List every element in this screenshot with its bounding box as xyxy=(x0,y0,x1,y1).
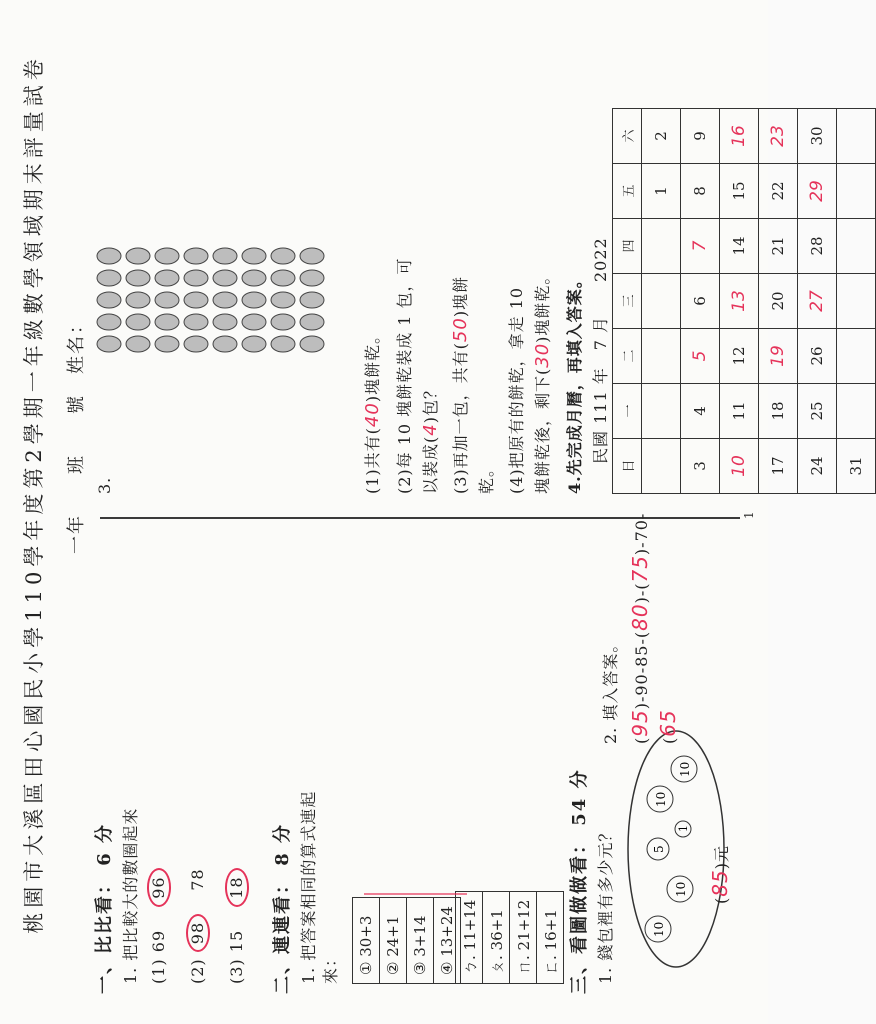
q-text: )塊餅 xyxy=(451,275,470,318)
handwritten-answer: 30 xyxy=(532,342,553,368)
class-name-line: 一年 班 號 姓名： xyxy=(66,314,87,554)
exam-title: 桃園市大溪區田心國民小學110學年度第2學期一年級數學領域期末評量試卷 xyxy=(22,54,46,934)
cookie-icon xyxy=(97,292,121,308)
number-a: 69 xyxy=(149,929,168,953)
cookie-icon xyxy=(300,314,324,330)
handwritten-answer: 85 xyxy=(708,869,732,897)
q3-2-cont xyxy=(418,382,441,494)
cookie-icon xyxy=(155,248,179,264)
calendar-day: 4 xyxy=(681,384,720,439)
cookie-icon xyxy=(126,292,150,308)
handwritten-answer: 80 xyxy=(628,603,652,631)
cookie-icon xyxy=(242,314,266,330)
q3-1 xyxy=(360,327,383,494)
cookie-icon xyxy=(213,336,237,352)
sequence-text: )-70- xyxy=(632,512,651,556)
match-right-item: ㄇ. 21+12 xyxy=(510,891,537,983)
number-a: 15 xyxy=(227,929,246,953)
circled-number: 98 xyxy=(186,914,210,952)
calendar-day xyxy=(837,274,876,329)
match-lines xyxy=(352,883,353,884)
s3-question-1: 1. 錢包裡有多少元？ xyxy=(596,824,615,984)
calendar-day: 24 xyxy=(798,439,837,494)
cookie-icon xyxy=(271,336,295,352)
cookie-icon xyxy=(126,248,150,264)
calendar-day xyxy=(837,329,876,384)
cookie-icon xyxy=(271,248,295,264)
s1-row-3 xyxy=(224,868,249,984)
cookie-icon xyxy=(242,270,266,286)
q4-heading: 4.先完成月曆，再填入答案。 xyxy=(565,271,584,494)
calendar-day: 6 xyxy=(681,274,720,329)
calendar-day: 20 xyxy=(759,274,798,329)
cookie-icon xyxy=(184,270,208,286)
cookie-icon xyxy=(242,248,266,264)
calendar-day: 2 xyxy=(642,109,681,164)
calendar-day: 19 xyxy=(759,329,798,384)
calendar-weekday: 日 xyxy=(613,439,642,494)
calendar-day xyxy=(837,164,876,219)
calendar-day: 18 xyxy=(759,384,798,439)
cookie-icon xyxy=(184,314,208,330)
calendar-day: 22 xyxy=(759,164,798,219)
s3-question-2: 2. 填入答案。 xyxy=(601,635,620,744)
cookie-icon xyxy=(184,248,208,264)
section-3-heading: 三、看圖做做看： 54 分 xyxy=(569,768,590,994)
calendar-day: 12 xyxy=(720,329,759,384)
calendar-day xyxy=(642,219,681,274)
cookie-icon xyxy=(184,292,208,308)
cookie-icon xyxy=(271,270,295,286)
coin-label: 1 xyxy=(677,825,690,832)
q3-2 xyxy=(392,257,415,494)
q-text: 以裝成( xyxy=(421,435,440,494)
cookie-icon xyxy=(213,314,237,330)
calendar-weekday: 一 xyxy=(613,384,642,439)
sequence-text: )-( xyxy=(632,582,651,604)
cookie-icon xyxy=(155,314,179,330)
calendar-day: 27 xyxy=(798,274,837,329)
match-right-item: ㄈ. 16+1 xyxy=(537,891,564,983)
calendar-day: 29 xyxy=(798,164,837,219)
calendar-weekday: 二 xyxy=(613,329,642,384)
q-text: )包？ xyxy=(421,382,440,424)
q3-label: 3. xyxy=(95,476,114,494)
match-right-item: ㄆ. 36+1 xyxy=(483,891,510,983)
q-text: )塊餅乾。 xyxy=(363,326,382,403)
cookie-icon xyxy=(300,336,324,352)
calendar-day: 31 xyxy=(837,439,876,494)
calendar-day xyxy=(642,274,681,329)
s1-row-1 xyxy=(146,868,171,984)
coin-label: 10 xyxy=(652,921,666,937)
cookie-icon xyxy=(242,336,266,352)
cookie-icon xyxy=(126,336,150,352)
section-1-heading: 一、比比看： 6 分 xyxy=(94,822,115,994)
match-right-item: ㄅ. 11+14 xyxy=(456,891,483,983)
handwritten-answer: 65 xyxy=(656,709,680,737)
q-text: 塊餅乾後，剩下( xyxy=(533,367,552,494)
handwritten-answer: 75 xyxy=(628,555,652,583)
cookie-icon xyxy=(271,314,295,330)
calendar-day: 23 xyxy=(759,109,798,164)
calendar-day: 21 xyxy=(759,219,798,274)
match-left-box xyxy=(352,897,461,984)
calendar-weekday: 六 xyxy=(613,109,642,164)
calendar-day xyxy=(837,384,876,439)
calendar-weekday: 四 xyxy=(613,219,642,274)
s1-row-2 xyxy=(185,868,210,984)
calendar-weekday: 五 xyxy=(613,164,642,219)
q-text: (2)每 10 塊餅乾裝成 1 包，可 xyxy=(395,257,414,494)
calendar-day xyxy=(642,439,681,494)
cookie-icon xyxy=(213,270,237,286)
calendar-day: 1 xyxy=(642,164,681,219)
cookie-icon xyxy=(300,270,324,286)
handwritten-answer: 95 xyxy=(628,709,652,737)
calendar-weekday: 三 xyxy=(613,274,642,329)
q3-4: (4)把原有的餅乾，拿走 10 xyxy=(507,286,526,494)
circled-number: 18 xyxy=(225,868,249,906)
q-text: (3)再加一包，共有( xyxy=(451,342,470,494)
calendar-day: 25 xyxy=(798,384,837,439)
calendar-day: 9 xyxy=(681,109,720,164)
calendar-day: 26 xyxy=(798,329,837,384)
q3-3-cont: 乾。 xyxy=(477,459,496,494)
row-label: (1) xyxy=(149,958,168,984)
calendar-day: 13 xyxy=(720,274,759,329)
s3-q1-answer: (85)元 xyxy=(708,845,732,904)
calendar-day xyxy=(642,384,681,439)
coin-label: 10 xyxy=(654,791,668,807)
s2-question: 1. 把答案相同的算式連起 xyxy=(299,790,318,984)
handwritten-answer: 4 xyxy=(420,423,441,436)
calendar-day: 15 xyxy=(720,164,759,219)
number-b: 78 xyxy=(188,868,207,891)
cookie-icon xyxy=(242,292,266,308)
row-label: (2) xyxy=(188,958,207,984)
calendar-day: 10 xyxy=(720,439,759,494)
cookie-icon xyxy=(184,336,208,352)
cookie-icon xyxy=(213,292,237,308)
match-right-box xyxy=(455,891,564,984)
match-left-item: ③ 3+14 xyxy=(407,898,434,984)
calendar-day xyxy=(642,329,681,384)
calendar-day: 7 xyxy=(681,219,720,274)
q-text: )塊餅乾。 xyxy=(533,267,552,343)
calendar-day: 30 xyxy=(798,109,837,164)
cookie-icon xyxy=(97,248,121,264)
cookie-icon xyxy=(126,314,150,330)
section-2-heading: 二、連連看： 8 分 xyxy=(272,822,293,994)
cookie-icon xyxy=(126,270,150,286)
q3-3 xyxy=(448,276,471,494)
match-left-item: ① 30+3 xyxy=(353,898,380,984)
calendar-caption: 民國 111 年 7 月 2022 xyxy=(591,237,610,464)
handwritten-answer: 50 xyxy=(450,317,471,343)
coin-label: 5 xyxy=(652,845,666,853)
row-label: (3) xyxy=(227,958,246,984)
calendar-day: 14 xyxy=(720,219,759,274)
july-calendar xyxy=(612,108,876,494)
cookie-icon xyxy=(155,270,179,286)
sequence-text: )-90-85-( xyxy=(632,630,651,710)
cookie-icon xyxy=(271,292,295,308)
handwritten-answer: 40 xyxy=(362,402,383,428)
cookie-grid xyxy=(95,124,345,364)
calendar-day: 3 xyxy=(681,439,720,494)
coin-label: 10 xyxy=(678,761,692,777)
calendar-day: 8 xyxy=(681,164,720,219)
s3-q2-answer-extra: (65 xyxy=(656,709,680,744)
q-text: (1)共有( xyxy=(363,427,382,494)
calendar-day: 17 xyxy=(759,439,798,494)
calendar-day: 5 xyxy=(681,329,720,384)
calendar-day: 11 xyxy=(720,384,759,439)
cookie-icon xyxy=(213,248,237,264)
q3-4-cont xyxy=(530,268,553,494)
calendar-day xyxy=(837,219,876,274)
coin-label: 10 xyxy=(674,881,688,897)
s3-q2-sequence: (95)-90-85-(80)-(75)-70- xyxy=(628,512,652,744)
cookie-icon xyxy=(97,336,121,352)
circled-number: 96 xyxy=(147,868,171,906)
calendar-day: 28 xyxy=(798,219,837,274)
cookie-icon xyxy=(155,336,179,352)
calendar-day xyxy=(837,109,876,164)
page-number: 1 xyxy=(742,511,756,519)
s1-question: 1. 把比較大的數圈起來 xyxy=(121,807,140,984)
cookie-icon xyxy=(97,314,121,330)
cookie-icon xyxy=(97,270,121,286)
match-left-item: ④ 13+24 xyxy=(434,898,461,984)
s2-question-cont: 來： xyxy=(321,949,340,984)
unit-label: 元 xyxy=(712,845,731,863)
cookie-icon xyxy=(155,292,179,308)
cookie-icon xyxy=(300,248,324,264)
match-left-item: ② 24+1 xyxy=(380,898,407,984)
cookie-icon xyxy=(300,292,324,308)
calendar-day: 16 xyxy=(720,109,759,164)
